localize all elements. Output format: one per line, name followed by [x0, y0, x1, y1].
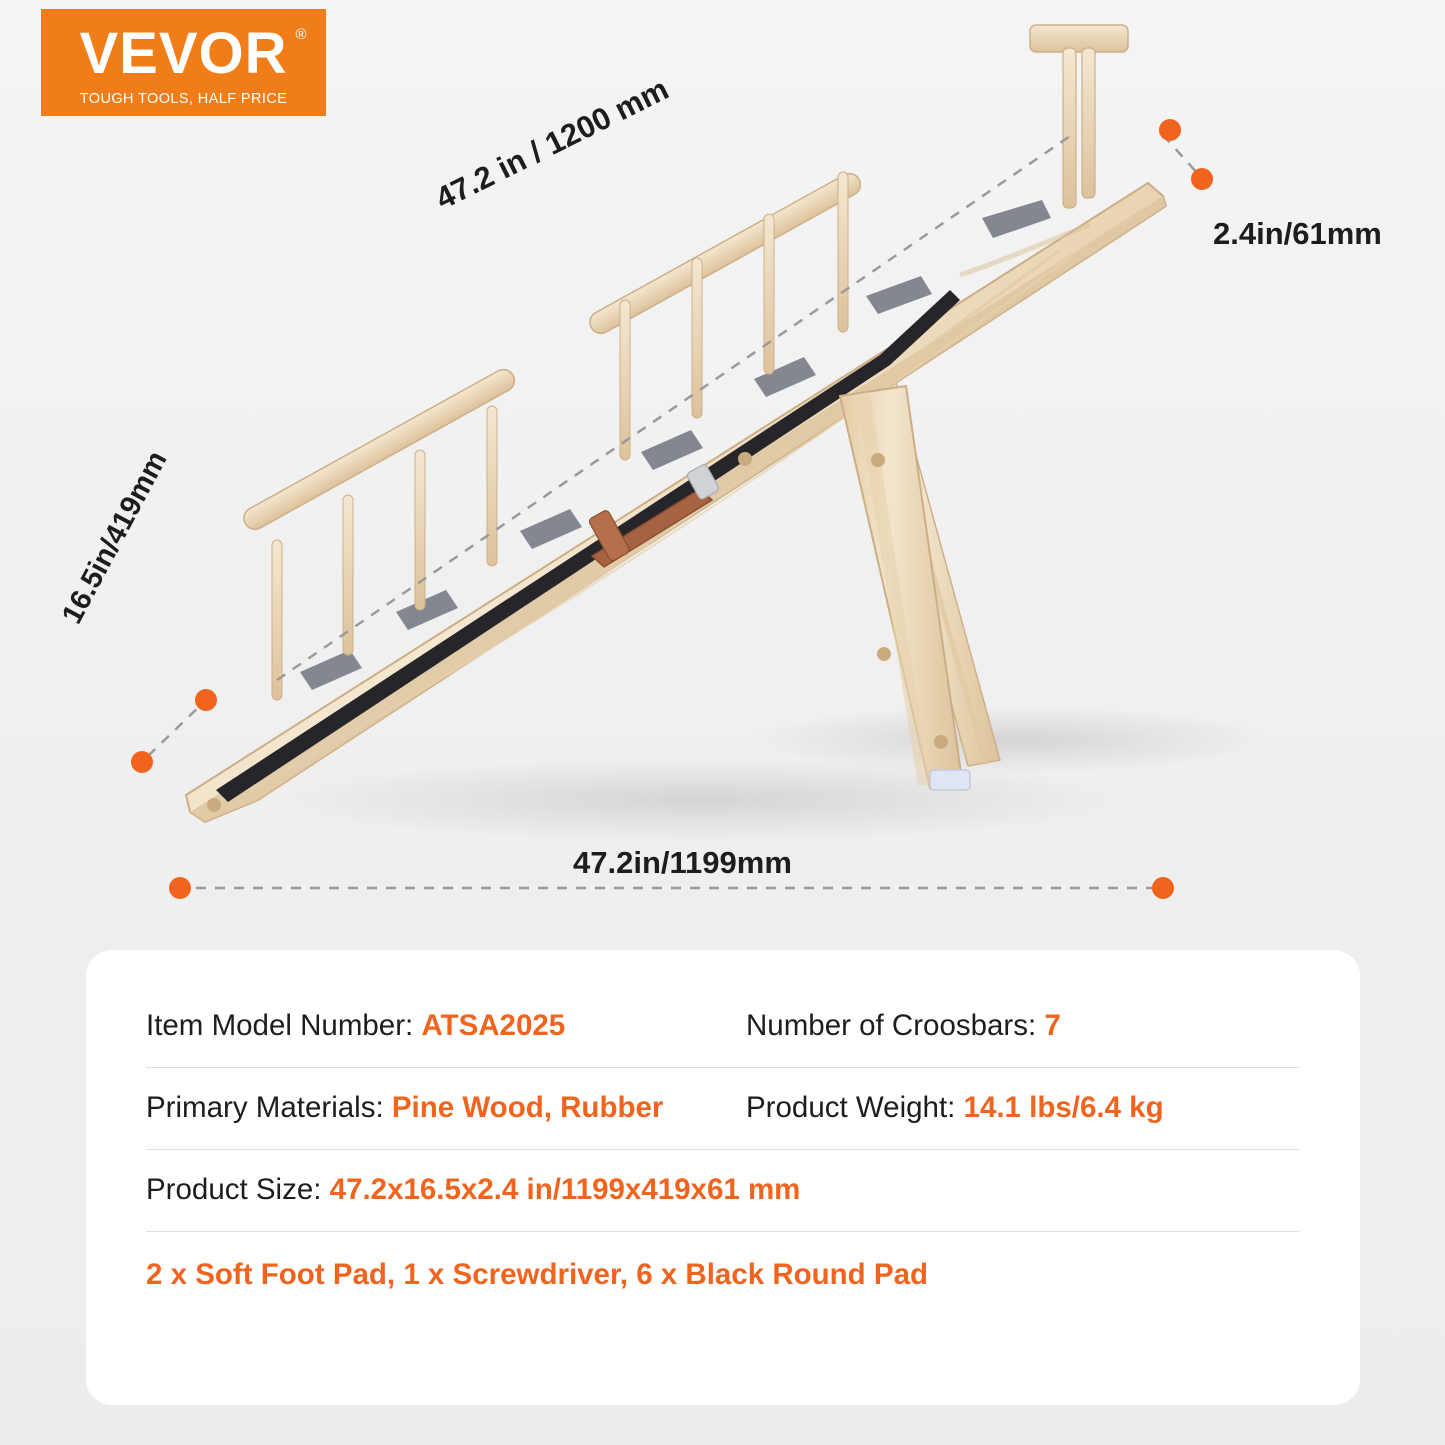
logo-tagline: TOUGH TOOLS, HALF PRICE: [79, 90, 288, 107]
spec-model-value: ATSA2025: [421, 1009, 566, 1042]
leg-shadow: [750, 706, 1270, 774]
spec-row-materials-weight: [146, 1068, 1300, 1150]
foot-pad: [930, 770, 970, 790]
logo-wordmark-text: VEVOR: [79, 20, 288, 86]
spec-materials: [146, 1090, 746, 1127]
spec-weight: [746, 1090, 1300, 1127]
spec-crossbars: [746, 1008, 1300, 1045]
screw: [207, 798, 221, 812]
dimension-label-length-top: 47.2 in / 1200 mm: [430, 71, 674, 217]
spec-model: [146, 1008, 746, 1045]
spec-crossbars-value: 7: [1044, 1009, 1061, 1042]
dimension-label-width: 16.5in/419mm: [56, 446, 174, 630]
spec-size-label: Product Size:: [146, 1172, 322, 1206]
spec-row-model-crossbars: [146, 986, 1300, 1068]
spec-weight-label: Product Weight:: [746, 1090, 956, 1124]
spec-row-size: [146, 1150, 1300, 1232]
dimension-label-length-bottom: 47.2in/1199mm: [573, 845, 792, 880]
spec-size-value: 47.2x16.5x2.4 in/1199x419x61 mm: [329, 1172, 801, 1206]
spec-model-label: Item Model Number:: [146, 1009, 414, 1042]
dimension-label-thickness: 2.4in/61mm: [1213, 216, 1382, 251]
registered-trademark-icon: ®: [295, 25, 308, 43]
screw: [738, 452, 752, 466]
specifications-card: [86, 950, 1360, 1405]
spec-materials-label: Primary Materials:: [146, 1090, 384, 1124]
spec-crossbars-label: Number of Croosbars:: [746, 1009, 1037, 1042]
spec-accessories: 2 x Soft Foot Pad, 1 x Screwdriver, 6 x Black Round Pad: [146, 1257, 928, 1291]
top-hook-assembly: [1030, 25, 1128, 208]
spec-size: [146, 1172, 1300, 1209]
spec-weight-value: 14.1 lbs/6.4 kg: [963, 1090, 1164, 1124]
spec-materials-value: Pine Wood, Rubber: [391, 1090, 664, 1124]
